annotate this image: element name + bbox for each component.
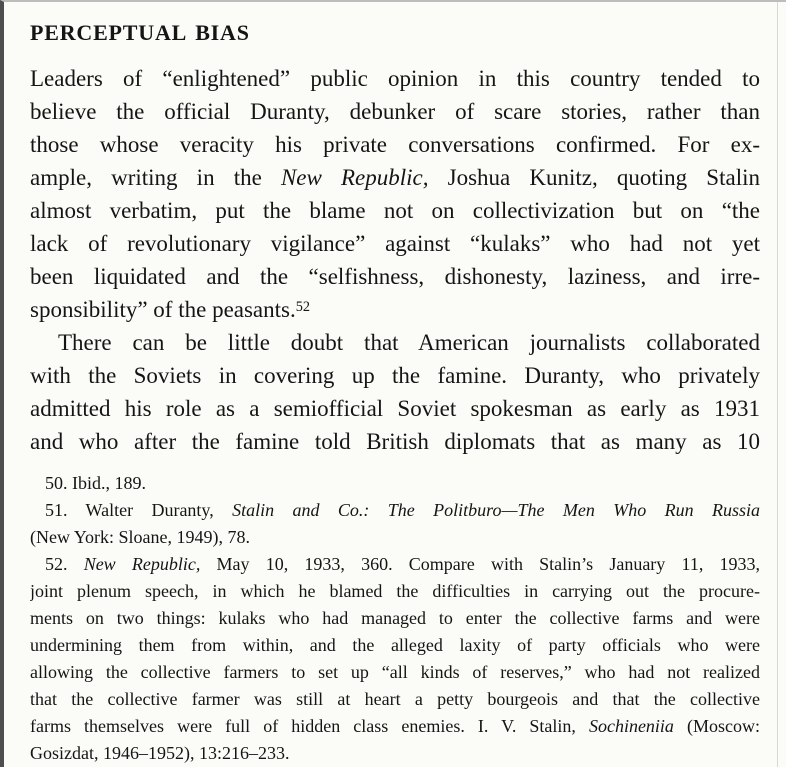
- text-line: [30, 62, 760, 95]
- body-text: [30, 62, 760, 458]
- text-line: [30, 578, 760, 605]
- text-line: [30, 194, 760, 227]
- text-segment: and who after the famine told British diplomats that as many as 10: [30, 429, 760, 454]
- text-segment: (New York: Sloane, 1949), 78.: [30, 527, 250, 547]
- text-line: [30, 392, 760, 425]
- text-line: [30, 326, 760, 359]
- text-segment: 51. Walter Duranty,: [45, 500, 233, 520]
- italic-text: New Republic,: [83, 554, 201, 574]
- text-line: [30, 128, 760, 161]
- section-heading: PERCEPTUAL BIAS: [30, 20, 250, 45]
- text-segment: Joshua Kunitz, quoting Stalin: [428, 165, 760, 190]
- italic-text: New Republic,: [280, 165, 429, 190]
- text-line: [30, 740, 760, 767]
- scan-edge: [777, 2, 778, 767]
- text-segment: May 10, 1933, 360. Compare with Stalin’s January 11, 1933,: [200, 554, 760, 574]
- footnotes-section: [30, 470, 760, 767]
- text-line: [30, 686, 760, 713]
- text-segment: There can be little doubt that American journalists collaborated: [58, 330, 760, 355]
- text-line: [30, 497, 760, 524]
- text-segment: ments on two things: kulaks who had managed to enter the collective farms and were: [30, 608, 760, 628]
- text-segment: 52.: [45, 554, 84, 574]
- text-segment: ample, writing in the: [30, 165, 281, 190]
- text-segment: with the Soviets in covering up the famine. Duranty, who privately: [30, 363, 760, 388]
- text-line: [30, 293, 760, 326]
- text-segment: allowing the collective farmers to set up “all kinds of reserves,” who had not realized: [30, 662, 760, 682]
- text-segment: that the collective farmer was still at heart a petty bourgeois and that the collective: [30, 689, 760, 709]
- text-line: [30, 551, 760, 578]
- text-segment: undermining them from within, and the alleged laxity of party officials who were: [30, 635, 760, 655]
- paragraph: [30, 62, 760, 326]
- text-segment: believe the official Duranty, debunker of scare stories, rather than: [30, 99, 760, 124]
- text-line: [30, 227, 760, 260]
- italic-text: Sochineniia: [588, 716, 674, 736]
- text-segment: 50. Ibid., 189.: [45, 473, 146, 493]
- text-segment: joint plenum speech, in which he blamed the difficulties in carrying out the procure-: [30, 581, 760, 601]
- text-line: [30, 713, 760, 740]
- text-segment: Leaders of “enlightened” public opinion in this country tended to: [30, 66, 760, 91]
- footnote: [30, 470, 760, 497]
- footnote: [30, 551, 760, 767]
- footnote: [30, 497, 760, 551]
- text-segment: been liquidated and the “selfishness, dishonesty, laziness, and irre-: [30, 264, 760, 289]
- paragraph: [30, 326, 760, 458]
- text-line: [30, 605, 760, 632]
- italic-text: Stalin and Co.: The Politburo—The Men Who Run Russia: [232, 500, 760, 520]
- text-line: [30, 260, 760, 293]
- text-segment: sponsibility” of the peasants.: [30, 297, 296, 322]
- footnote-reference: 52: [295, 298, 310, 315]
- text-line: [30, 359, 760, 392]
- text-segment: those whose veracity his private conversations confirmed. For ex-: [30, 132, 760, 157]
- text-line: [30, 659, 760, 686]
- text-segment: (Moscow:: [673, 716, 760, 736]
- text-segment: lack of revolutionary vigilance” against “kulaks” who had not yet: [30, 231, 760, 256]
- text-segment: farms themselves were full of hidden class enemies. I. V. Stalin,: [30, 716, 589, 736]
- text-line: [30, 470, 760, 497]
- text-line: [30, 425, 760, 458]
- text-segment: admitted his role as a semiofficial Soviet spokesman as early as 1931: [30, 396, 760, 421]
- text-segment: Gosizdat, 1946–1952), 13:216–233.: [30, 743, 290, 763]
- text-line: [30, 632, 760, 659]
- text-segment: almost verbatim, put the blame not on collectivization but on “the: [30, 198, 760, 223]
- text-line: [30, 95, 760, 128]
- text-line: [30, 161, 760, 194]
- text-line: [30, 524, 760, 551]
